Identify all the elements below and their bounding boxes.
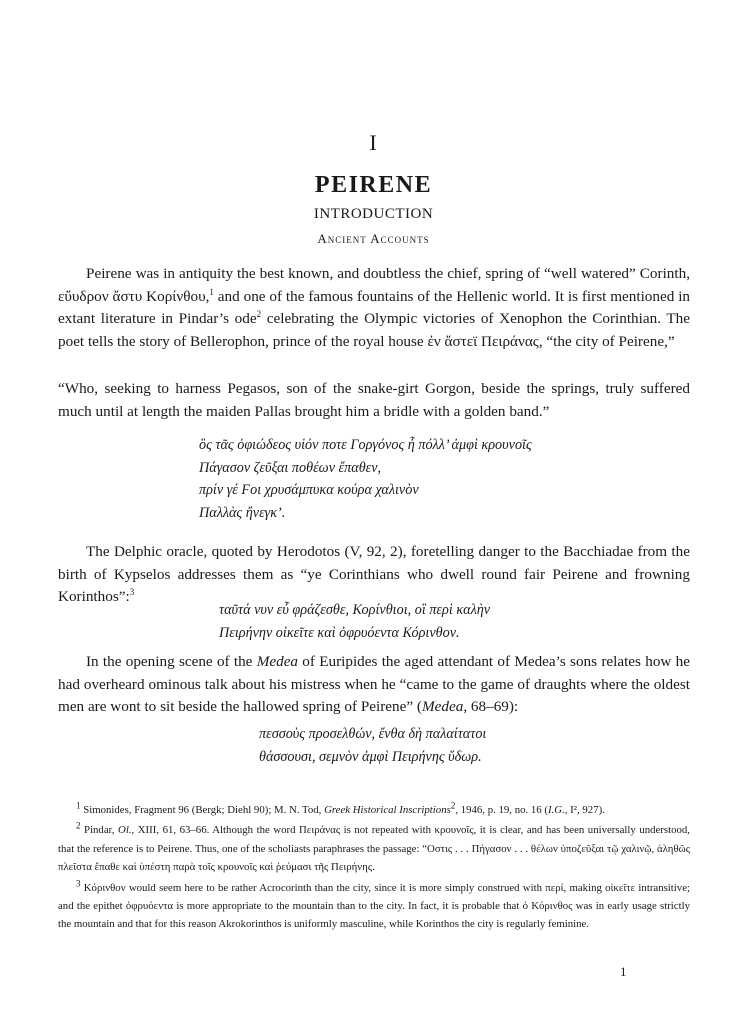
footnote-number: 3 bbox=[76, 878, 81, 889]
paragraph-text: of Euripides the aged attendant of Medea’s sons relates how he had overheard ominous talk about his mistress when he “came to the game of draughts where the oldest men are wont to sit beside the hallowed spring of Peirene” ( bbox=[58, 653, 690, 715]
verse-line: Παλλὰς ἤνεγκ’. bbox=[199, 504, 286, 521]
greek-verse-herodotos bbox=[219, 599, 490, 644]
footnote-text: , I², 927). bbox=[564, 804, 605, 816]
footnote-number: 1 bbox=[76, 800, 81, 811]
footnote-text: Κόρινθον would seem here to be rather Acrocorinth than the city, since it is more simply construed with περί, making οἰκεῖτε intransitive; and the epithet ὀφρυόεντα is more appropriate to the mountain than to the city. In fact, it is probable that ὁ Κόρινθος was in early usage strictly the mountain and that for this reason Akrokorinthos is uniformly masculine, while Korinthos the city is regularly feminine. bbox=[58, 881, 690, 931]
verse-line: Πάγασον ζεῦξαι ποθέων ἔπαθεν, bbox=[199, 459, 382, 476]
chapter-title: PEIRENE bbox=[314, 172, 433, 198]
greek-verse-pindar bbox=[199, 434, 532, 524]
paragraph-medea bbox=[58, 651, 690, 719]
footnote-number: 2 bbox=[76, 820, 81, 831]
greek-verse-euripides bbox=[259, 723, 486, 768]
paragraph-text: In the opening scene of the bbox=[86, 653, 257, 670]
verse-line: Πειρήνην οἰκεῖτε καὶ ὀφρυόεντα Κόρινθον. bbox=[219, 624, 460, 641]
footnote-ref: 2 bbox=[256, 308, 262, 319]
footnote-text: , 1946, p. 19, no. 16 ( bbox=[455, 804, 548, 816]
footnote-text: Pindar, bbox=[80, 824, 119, 837]
translation-quote: “Who, seeking to harness Pegasos, son of the snake-girt Gorgon, beside the springs, truly suffered much until at length the maiden Pallas brought him a bridle with a golden band.” bbox=[58, 380, 690, 420]
work-title: I.G. bbox=[547, 804, 565, 816]
chapter-number: I bbox=[369, 130, 378, 155]
paragraph-text: , 68–69): bbox=[463, 698, 519, 715]
footnote-text: Simonides, Fragment 96 (Bergk; Diehl 90); M. N. Tod, bbox=[80, 804, 325, 816]
page-number: 1 bbox=[620, 964, 627, 979]
paragraph-intro bbox=[58, 263, 690, 353]
subsection-heading: Ancient Accounts bbox=[317, 231, 430, 246]
paragraph-text: and one of the famous fountains of the Hellenic world. It is first mentioned in extant literature in Pindar’s ode bbox=[58, 287, 691, 327]
work-title: Ol. bbox=[118, 824, 132, 837]
footnote-3 bbox=[58, 879, 690, 934]
footnote-2 bbox=[58, 821, 690, 876]
verse-line: θάσσουσι, σεμνὸν ἀμφὶ Πειρήνης ὕδωρ. bbox=[259, 748, 482, 765]
paragraph-text: Peirene was in antiquity the best known, and doubtless the chief, spring of “well watered” Corinth, εὔυδρον ἄστυ Κορίνθου, bbox=[58, 265, 690, 305]
edition-sup: 2 bbox=[450, 800, 456, 811]
work-title: Medea bbox=[421, 698, 464, 715]
paragraph-text: celebrating the Olympic victories of Xenophon the Corinthian. The poet tells the story of Bellerophon, prince of the royal house ἐν ἄστεϊ Πειράνας, “the city of Peirene,” bbox=[58, 310, 690, 350]
verse-line: ταῦτά νυν εὖ φράζεσθε, Κορίνθιοι, οἳ περὶ καλὴν bbox=[219, 602, 491, 618]
section-heading: INTRODUCTION bbox=[313, 206, 434, 222]
paragraph-text: The Delphic oracle, quoted by Herodotos (V, 92, 2), foretelling danger to the Bacchiadae from the birth of Kypselos addresses them as “ye Corinthians who dwell round fair Peirene and frowning Korinthos”: bbox=[58, 543, 690, 605]
work-title: Greek Historical Inscriptions bbox=[324, 804, 451, 816]
footnote-ref: 1 bbox=[209, 286, 214, 297]
verse-line: πεσσοὺς προσελθών, ἔνθα δὴ παλαίτατοι bbox=[259, 726, 487, 742]
verse-line: πρίν γέ Ϝοι χρυσάμπυκα κούρα χαλινὸν bbox=[199, 482, 419, 498]
footnote-text: , XIII, 61, 63–66. Although the word Πειράνας is not repeated with κρουνοῖς, it is clear, and has been universally understood, that the reference is to Peirene. Thus, one of the scholiasts paraphrases the passage: “Οστις . . . Πήγασον . . . θέλων ὑποζεῦξαι τῷ χαλινῷ, ἀληθῶς πλεῖστα ἔπαθε καὶ ὑπέστη παρὰ τοῖς κρουνοῖς καὶ ῥεύμασι τῆς Πειρήνης. bbox=[58, 824, 690, 874]
work-title: Medea bbox=[256, 653, 299, 670]
footnote-1 bbox=[58, 801, 690, 819]
footnotes bbox=[58, 801, 690, 936]
footnote-ref: 3 bbox=[129, 586, 135, 597]
verse-line: ὃς τᾶς ὀφιώδεος υἱόν ποτε Γοργόνος ἦ πόλλ’ ἀμφὶ κρουνοῖς bbox=[199, 437, 532, 453]
